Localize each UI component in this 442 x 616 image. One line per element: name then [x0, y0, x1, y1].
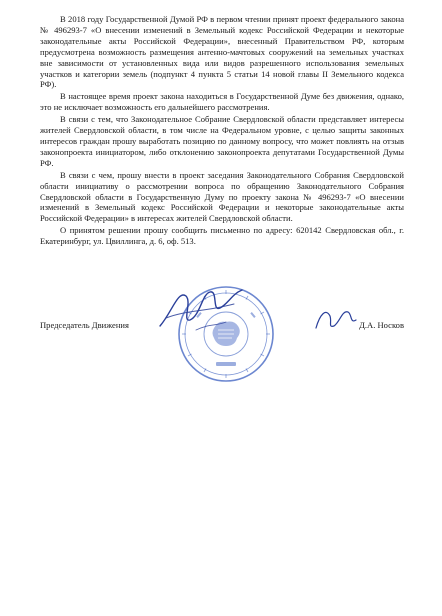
signer-title: Председатель Движения — [40, 320, 129, 330]
signer-name: Д.А. Носков — [359, 320, 404, 330]
paragraph-2: В настоящее время проект закона находиться в Государственной Думе без движения, однако, это не исключает возможность его дальнейшего рассмотрения. — [40, 91, 404, 113]
paragraph-4: В связи с чем, прошу внести в проект заседания Законодательного Собрания Свердловской области инициативу о рассмотрении вопроса по обращению Законодательного Собрания Свердловской области в Государственную Думу по проекту закона № 496293-7 «О внесении изменений в Земельный кодекс Российской Федерации и некоторые законодательные акты Российской Федерации» в интересах жителей Свердловской области. — [40, 169, 404, 224]
paragraph-3: В связи с тем, что Законодательное Собрание Свердловской области представляет интересы жителей Свердловской области, в том числе на Федеральном уровне, с целью защиты законных интересов граждан прошу выработать позицию по данному вопросу, что может повлиять на отзыв законопроекта инициатором, либо отклонению законопроекта депутатами Государственной Думы РФ. — [40, 114, 404, 168]
document-body — [40, 14, 404, 247]
signature-block — [40, 320, 404, 340]
paragraph-5: О принятом решении прошу сообщить письменно по адресу: 620142 Свердловская обл., г. Екатеринбург, ул. Цвиллинга, д. 6, оф. 513. — [40, 225, 404, 247]
paragraph-1: В 2018 году Государственной Думой РФ в первом чтении принят проект федерального закона № 496293-7 «О внесении изменений в Земельный кодекс Российской Федерации и некоторые законодательные акты Российской Федерации», внесенный Правительством РФ, которым предусмотрена возможность размещения антенно-мачтовых сооружений на земельных участках вне зависимости от установленных вида или видов разрешенного использования земельных участков и категории земель (подпункт 4 пункта 5 статьи 14 новой главы II Земельного кодекса РФ). — [40, 14, 404, 90]
